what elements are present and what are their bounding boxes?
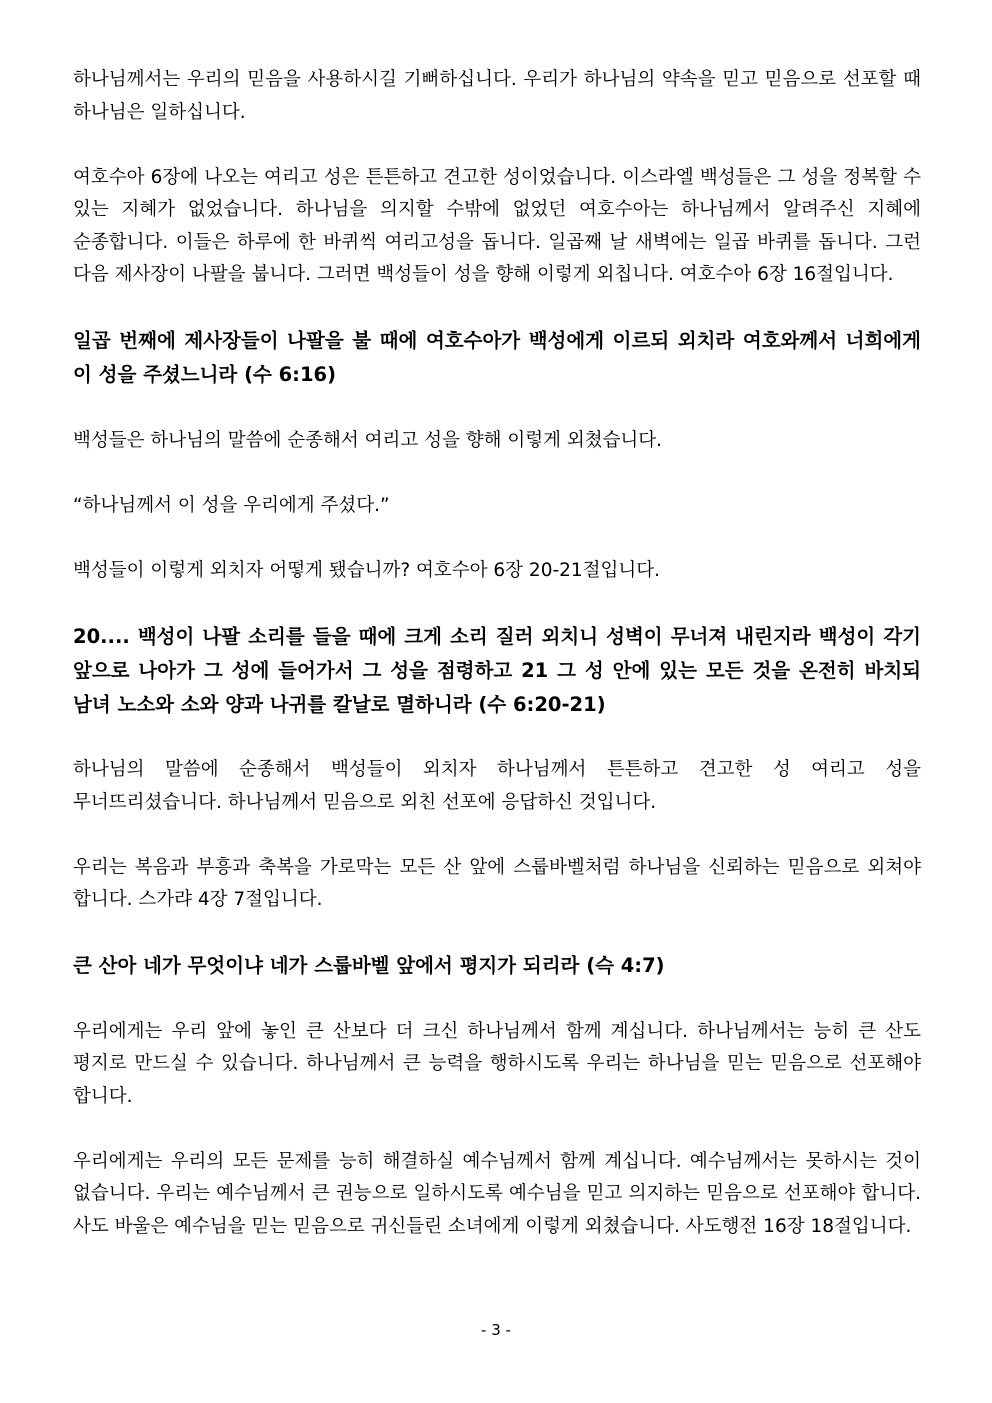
paragraph: 여호수아 6장에 나오는 여리고 성은 튼튼하고 견고한 성이었습니다. 이스라엘 백성들은 그 성을 정복할 수 있는 지혜가 없었습니다. 하나님을 의지할 수밖에 없었던 여호수아는 하나님께서 알려주신 지혜에 순종합니다. 이들은 하루에 한 바퀴씩 여리고성을 돕니다. 일곱째 날 새벽에는 일곱 바퀴를 돕니다. 그런 다음 제사장이 나팔을 붑니다. 그러면 백성들이 성을 향해 이렇게 외칩니다. 여호수아 6장 16절입니다. — [73, 166, 921, 285]
scripture-quote: 20.... 백성이 나팔 소리를 들을 때에 크게 소리 질러 외치니 성벽이 무너져 내린지라 백성이 각기 앞으로 나아가 그 성에 들어가서 그 성을 점령하고 21 그 성 안에 있는 모든 것을 온전히 바치되 남녀 노소와 소와 양과 나귀를 칼날로 멸하니라 (수 6:20-21) — [73, 624, 921, 716]
paragraph: 우리에게는 우리 앞에 놓인 큰 산보다 더 크신 하나님께서 함께 계십니다. 하나님께서는 능히 큰 산도 평지로 만드실 수 있습니다. 하나님께서 큰 능력을 행하시도록 우리는 하나님을 믿는 믿음으로 선포해야 합니다. — [73, 1020, 921, 1107]
page-number: - 3 - — [481, 1321, 511, 1339]
paragraph: 우리는 복음과 부흥과 축복을 가로막는 모든 산 앞에 스룹바벨처럼 하나님을 신뢰하는 믿음으로 외쳐야 합니다. 스가랴 4장 7절입니다. — [73, 856, 921, 910]
scripture-quote: 일곱 번째에 제사장들이 나팔을 불 때에 여호수아가 백성에게 이르되 외치라 여호와께서 너희에게 이 성을 주셨느니라 (수 6:16) — [73, 329, 921, 386]
document-body — [73, 64, 921, 1276]
paragraph: 하나님의 말씀에 순종해서 백성들이 외치자 하나님께서 튼튼하고 견고한 성 여리고 성을 무너뜨리셨습니다. 하나님께서 믿음으로 외친 선포에 응답하신 것입니다. — [73, 759, 921, 813]
scripture-quote: 큰 산아 네가 무엇이냐 네가 스룹바벨 앞에서 평지가 되리라 (슥 4:7) — [73, 954, 665, 977]
paragraph: 백성들은 하나님의 말씀에 순종해서 여리고 성을 향해 이렇게 외쳤습니다. — [73, 429, 663, 451]
quoted-exclamation: “하나님께서 이 성을 우리에게 주셨다.” — [73, 494, 390, 516]
paragraph: 하나님께서는 우리의 믿음을 사용하시길 기뻐하십니다. 우리가 하나님의 약속을 믿고 믿음으로 선포할 때 하나님은 일하십니다. — [73, 69, 921, 123]
paragraph: 우리에게는 우리의 모든 문제를 능히 해결하실 예수님께서 함께 계십니다. 예수님께서는 못하시는 것이 없습니다. 우리는 예수님께서 큰 권능으로 일하시도록 예수님을 믿고 의지하는 믿음으로 선포해야 합니다. 사도 바울은 예수님을 믿는 믿음으로 귀신들린 소녀에게 이렇게 외쳤습니다. 사도행전 16장 18절입니다. — [73, 1150, 921, 1237]
paragraph: 백성들이 이렇게 외치자 어떻게 됐습니까? 여호수아 6장 20-21절입니다. — [73, 559, 661, 581]
